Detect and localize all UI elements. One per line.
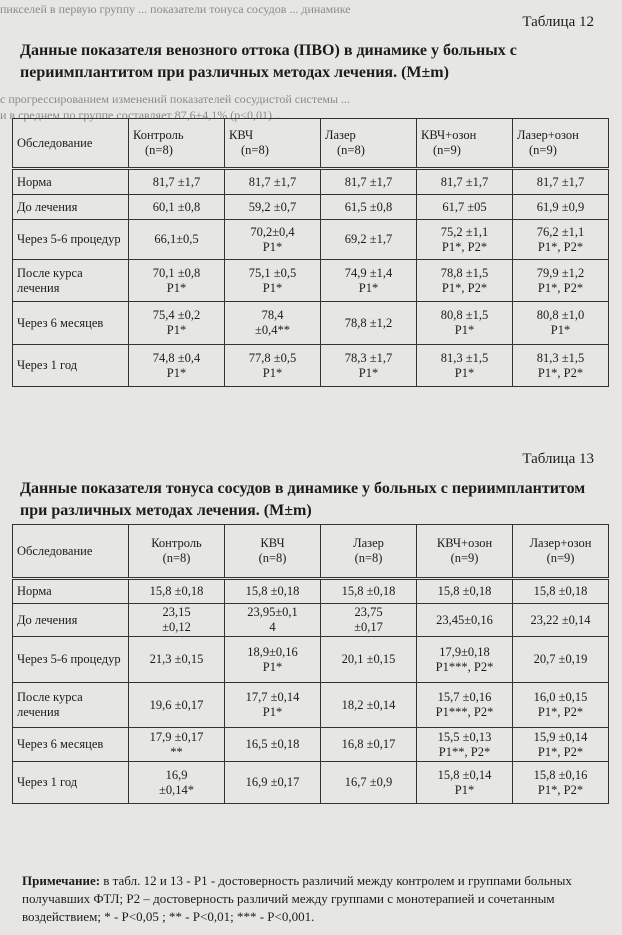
table-cell bbox=[513, 579, 609, 604]
cell-significance: P1**, P2* bbox=[438, 744, 491, 759]
table-cell bbox=[417, 345, 513, 387]
table-12-title: Данные показателя венозного оттока (ПВО) в динамике у больных с периимплантитом при различных методах лечения. (M±m) bbox=[20, 42, 517, 81]
table-row bbox=[13, 762, 609, 804]
table-cell bbox=[513, 683, 609, 728]
cell-significance: ±0,17 bbox=[354, 620, 383, 634]
table-cell bbox=[225, 728, 321, 762]
header-cell: КВЧ (n=8) bbox=[225, 525, 321, 579]
table-cell bbox=[417, 579, 513, 604]
cell-value: 59,2 ±0,7 bbox=[248, 199, 297, 214]
table-header-row bbox=[13, 525, 609, 579]
cell-significance: P1*, P2* bbox=[537, 280, 584, 295]
table-cell bbox=[129, 169, 225, 195]
cell-significance: P1***, P2* bbox=[435, 659, 494, 674]
table-13-label: Таблица 13 bbox=[522, 451, 594, 467]
cell-significance: P1* bbox=[358, 280, 379, 295]
table-cell bbox=[129, 637, 225, 683]
table-row bbox=[13, 345, 609, 387]
table-cell bbox=[129, 579, 225, 604]
header-cell: Лазер+озон (n=9) bbox=[513, 525, 609, 579]
header-cell: Лазер+озон (n=9) bbox=[513, 119, 609, 169]
cell-value: 20,7 ±0,19 bbox=[533, 652, 588, 666]
table-13 bbox=[12, 524, 609, 804]
table-cell bbox=[513, 728, 609, 762]
cell-value: 78,8 ±1,2 bbox=[344, 315, 393, 330]
cell-significance: P1***, P2* bbox=[435, 705, 494, 719]
cell-significance: P1*, P2* bbox=[441, 280, 488, 295]
cell-significance: P1* bbox=[262, 365, 283, 380]
cell-value: 81,7 ±1,7 bbox=[344, 174, 393, 189]
table-cell bbox=[417, 637, 513, 683]
footnote-label: Примечание: bbox=[22, 873, 101, 888]
table-cell bbox=[225, 195, 321, 220]
table-row bbox=[13, 637, 609, 683]
cell-value: 16,9 ±0,17 bbox=[245, 775, 300, 789]
table-row bbox=[13, 683, 609, 728]
cell-value: 74,9 ±1,4 bbox=[344, 265, 393, 280]
row-label: Через 1 год bbox=[13, 345, 129, 387]
cell-value: 23,22 ±0,14 bbox=[530, 612, 591, 627]
cell-value: 75,2 ±1,1 bbox=[440, 224, 489, 239]
cell-value: 76,2 ±1,1 bbox=[536, 224, 585, 239]
table-cell bbox=[513, 220, 609, 260]
table-cell bbox=[321, 604, 417, 637]
cell-value: 16,5 ±0,18 bbox=[245, 737, 300, 751]
table-cell bbox=[513, 302, 609, 345]
cell-value: 16,9 bbox=[165, 767, 188, 782]
table-cell bbox=[225, 260, 321, 302]
table-cell bbox=[513, 260, 609, 302]
cell-significance: P1*, P2* bbox=[537, 365, 584, 380]
table-cell bbox=[321, 302, 417, 345]
cell-value: 74,8 ±0,4 bbox=[152, 350, 201, 365]
cell-significance: ±0,4** bbox=[255, 323, 290, 337]
cell-value: 16,8 ±0,17 bbox=[341, 737, 396, 751]
table-cell bbox=[129, 302, 225, 345]
table-cell bbox=[225, 762, 321, 804]
cell-significance: P1* bbox=[262, 705, 283, 719]
table-cell bbox=[225, 169, 321, 195]
cell-value: 81,3 ±1,5 bbox=[536, 350, 585, 365]
header-cell: Лазер (n=8) bbox=[321, 119, 417, 169]
table-cell bbox=[417, 260, 513, 302]
row-label: После курса лечения bbox=[13, 683, 129, 728]
table-row bbox=[13, 604, 609, 637]
table-cell bbox=[513, 169, 609, 195]
cell-value: 60,1 ±0,8 bbox=[152, 199, 201, 214]
table-cell bbox=[321, 728, 417, 762]
cell-value: 78,4 bbox=[261, 308, 284, 322]
table-cell bbox=[129, 762, 225, 804]
table-row bbox=[13, 169, 609, 195]
cell-significance: P1* bbox=[262, 280, 283, 295]
table-cell bbox=[321, 260, 417, 302]
table-cell bbox=[129, 683, 225, 728]
header-cell: Обследование bbox=[13, 119, 129, 169]
table-cell bbox=[321, 683, 417, 728]
cell-value: 75,1 ±0,5 bbox=[248, 265, 297, 280]
row-label: Через 6 месяцев bbox=[13, 728, 129, 762]
row-label: После курса лечения bbox=[13, 260, 129, 302]
cell-value: 61,9 ±0,9 bbox=[536, 199, 585, 214]
cell-value: 15,8 ±0,18 bbox=[437, 584, 492, 598]
header-cell: Лазер (n=8) bbox=[321, 525, 417, 579]
cell-value: 15,8 ±0,16 bbox=[533, 767, 588, 782]
cell-significance: ** bbox=[170, 744, 183, 759]
table-cell bbox=[321, 345, 417, 387]
table-header-row bbox=[13, 119, 609, 169]
cell-value: 81,7 ±1,7 bbox=[152, 174, 201, 189]
table-cell bbox=[321, 762, 417, 804]
cell-significance: P1* bbox=[454, 782, 475, 797]
table-row bbox=[13, 260, 609, 302]
cell-value: 16,7 ±0,9 bbox=[344, 775, 393, 789]
table-cell bbox=[513, 637, 609, 683]
row-label: Через 5-6 процедур bbox=[13, 220, 129, 260]
cell-significance: P1* bbox=[262, 239, 283, 254]
table-cell bbox=[513, 604, 609, 637]
cell-significance: P1* bbox=[166, 280, 187, 295]
cell-value: 75,4 ±0,2 bbox=[152, 308, 201, 322]
cell-value: 61,5 ±0,8 bbox=[344, 199, 393, 214]
cell-value: 15,9 ±0,14 bbox=[533, 729, 588, 744]
cell-value: 81,3 ±1,5 bbox=[440, 350, 489, 365]
cell-significance: P1* bbox=[262, 659, 283, 674]
cell-value: 16,0 ±0,15 bbox=[533, 690, 588, 704]
footnote bbox=[22, 872, 602, 926]
table-cell bbox=[129, 220, 225, 260]
cell-significance: P1* bbox=[166, 323, 187, 337]
cell-value: 18,9±0,16 bbox=[247, 644, 298, 659]
cell-value: 18,2 ±0,14 bbox=[341, 697, 396, 712]
table-cell bbox=[513, 345, 609, 387]
cell-value: 66,1±0,5 bbox=[154, 232, 199, 246]
header-cell: Обследование bbox=[13, 525, 129, 579]
table-cell bbox=[417, 762, 513, 804]
cell-value: 21,3 ±0,15 bbox=[149, 652, 204, 666]
table-cell bbox=[225, 683, 321, 728]
table-cell bbox=[321, 169, 417, 195]
table-cell bbox=[417, 728, 513, 762]
cell-value: 80,8 ±1,0 bbox=[536, 308, 585, 322]
cell-value: 69,2 ±1,7 bbox=[344, 232, 393, 246]
cell-significance: P1*, P2* bbox=[537, 705, 584, 719]
cell-significance: P1* bbox=[358, 365, 379, 380]
table-cell bbox=[513, 195, 609, 220]
cell-value: 81,7 ±1,7 bbox=[248, 174, 297, 189]
table-cell bbox=[225, 345, 321, 387]
row-label: Через 6 месяцев bbox=[13, 302, 129, 345]
cell-value: 17,7 ±0,14 bbox=[245, 690, 300, 704]
table-13-title: Данные показателя тонуса сосудов в динамике у больных с периимплантитом при различных методах лечения. (M±m) bbox=[20, 480, 586, 519]
cell-value: 78,8 ±1,5 bbox=[440, 265, 489, 280]
bleed-through-text: пикселей в первую группу ... показатели тонуса сосудов ... динамике bbox=[0, 2, 351, 16]
table-cell bbox=[417, 683, 513, 728]
cell-significance: P1*, P2* bbox=[441, 239, 488, 254]
cell-value: 23,45±0,16 bbox=[436, 612, 493, 627]
cell-value: 78,3 ±1,7 bbox=[344, 350, 393, 365]
cell-value: 19,6 ±0,17 bbox=[149, 697, 204, 712]
table-cell bbox=[129, 728, 225, 762]
cell-value: 20,1 ±0,15 bbox=[341, 652, 396, 666]
cell-value: 15,8 ±0,18 bbox=[341, 584, 396, 598]
cell-value: 15,8 ±0,18 bbox=[149, 584, 204, 598]
cell-value: 15,7 ±0,16 bbox=[437, 690, 492, 704]
table-12 bbox=[12, 118, 609, 387]
row-label: До лечения bbox=[13, 195, 129, 220]
header-cell: КВЧ+озон (n=9) bbox=[417, 525, 513, 579]
cell-value: 15,8 ±0,18 bbox=[245, 584, 300, 598]
table-cell bbox=[225, 579, 321, 604]
cell-significance: P1* bbox=[454, 365, 475, 380]
cell-significance: P1* bbox=[454, 323, 475, 337]
cell-value: 23,75 bbox=[354, 605, 383, 619]
table-row bbox=[13, 728, 609, 762]
row-label: Через 1 год bbox=[13, 762, 129, 804]
cell-value: 15,5 ±0,13 bbox=[437, 729, 492, 744]
cell-value: 61,7 ±05 bbox=[442, 199, 487, 214]
table-cell bbox=[321, 579, 417, 604]
cell-significance: ±0,14* bbox=[159, 782, 194, 797]
cell-significance: ±0,12 bbox=[162, 620, 191, 634]
row-label: Норма bbox=[13, 579, 129, 604]
cell-significance: P1*, P2* bbox=[537, 239, 584, 254]
cell-value: 70,1 ±0,8 bbox=[152, 265, 201, 280]
table-cell bbox=[417, 169, 513, 195]
cell-value: 81,7 ±1,7 bbox=[536, 174, 585, 189]
table-cell bbox=[225, 637, 321, 683]
table-cell bbox=[129, 195, 225, 220]
cell-value: 17,9 ±0,17 bbox=[149, 729, 204, 744]
table-cell bbox=[321, 195, 417, 220]
cell-significance: P1* bbox=[166, 365, 187, 380]
bleed-through-text: с прогрессированием изменений показателей сосудистой системы ... bbox=[0, 92, 351, 106]
table-row bbox=[13, 579, 609, 604]
table-cell bbox=[225, 604, 321, 637]
cell-value: 23,15 bbox=[162, 605, 191, 619]
table-cell bbox=[225, 220, 321, 260]
cell-significance: P1*, P2* bbox=[537, 744, 584, 759]
cell-value: 79,9 ±1,2 bbox=[536, 265, 585, 280]
cell-value: 15,8 ±0,14 bbox=[437, 767, 492, 782]
table-cell bbox=[225, 302, 321, 345]
cell-significance: P1*, P2* bbox=[537, 782, 584, 797]
footnote-text: в табл. 12 и 13 - Р1 - достоверность различий между контролем и группами больных получавших ФТЛ; Р2 – достоверность различий между группами с монотерапией и сочетанным воздействием; * - Р<0,05 ; ** - Р<0,01; *** - Р<0,001. bbox=[22, 873, 572, 924]
table-row bbox=[13, 302, 609, 345]
table-cell bbox=[417, 604, 513, 637]
table-cell bbox=[321, 637, 417, 683]
cell-value: 77,8 ±0,5 bbox=[248, 350, 297, 365]
table-cell bbox=[321, 220, 417, 260]
table-row bbox=[13, 220, 609, 260]
table-cell bbox=[129, 604, 225, 637]
cell-value: 17,9±0,18 bbox=[439, 644, 490, 659]
header-cell: КВЧ+озон (n=9) bbox=[417, 119, 513, 169]
cell-value: 81,7 ±1,7 bbox=[440, 174, 489, 189]
cell-value: 70,2±0,4 bbox=[250, 224, 295, 239]
bleed-through-text: и в среднем по группе составляет 87,6±4,1% (р<0,01) ... bbox=[0, 108, 284, 122]
cell-significance: P1* bbox=[550, 323, 571, 337]
row-label: Через 5-6 процедур bbox=[13, 637, 129, 683]
header-cell: Контроль (n=8) bbox=[129, 525, 225, 579]
cell-significance: 4 bbox=[269, 620, 276, 634]
table-row bbox=[13, 195, 609, 220]
row-label: Норма bbox=[13, 169, 129, 195]
header-cell: КВЧ (n=8) bbox=[225, 119, 321, 169]
table-cell bbox=[417, 195, 513, 220]
cell-value: 80,8 ±1,5 bbox=[440, 308, 489, 322]
table-cell bbox=[417, 302, 513, 345]
cell-value: 15,8 ±0,18 bbox=[533, 584, 588, 598]
table-12-label: Таблица 12 bbox=[522, 14, 594, 30]
table-cell bbox=[513, 762, 609, 804]
table-cell bbox=[129, 260, 225, 302]
table-cell bbox=[129, 345, 225, 387]
table-cell bbox=[417, 220, 513, 260]
header-cell: Контроль (n=8) bbox=[129, 119, 225, 169]
cell-value: 23,95±0,1 bbox=[247, 605, 298, 619]
row-label: До лечения bbox=[13, 604, 129, 637]
